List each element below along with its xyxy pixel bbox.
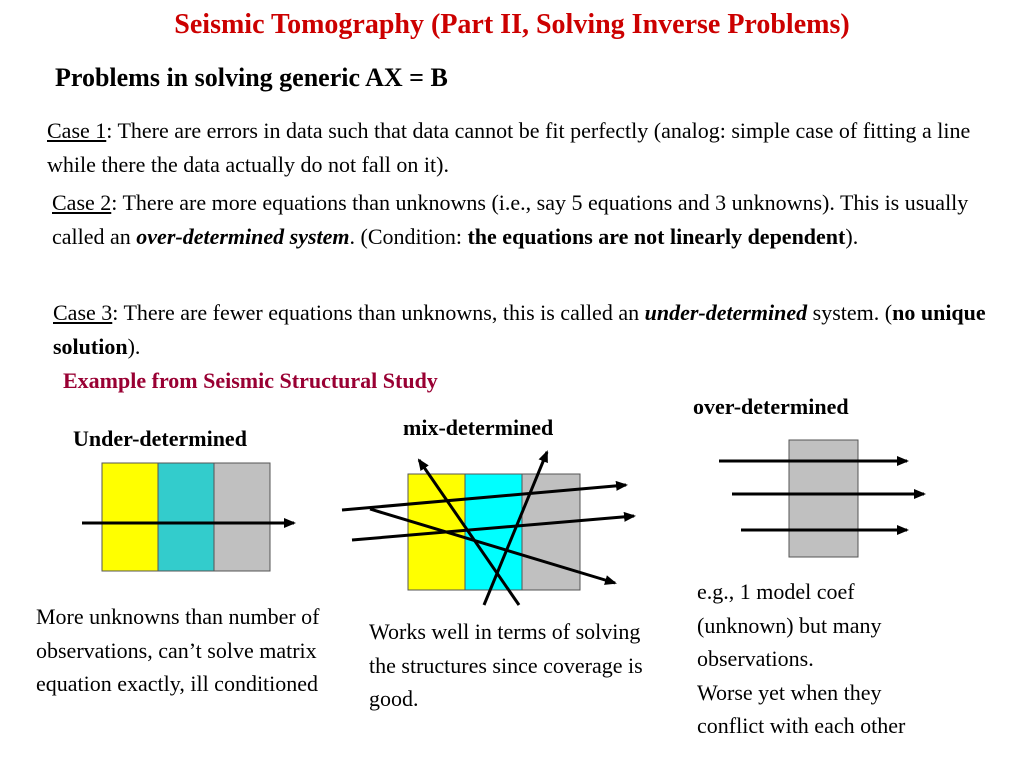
case-3-text-a: : There are fewer equations than unknowns, this is called an	[112, 300, 645, 325]
under-determined-label: Under-determined	[73, 426, 247, 451]
under-block-gray	[214, 463, 270, 571]
case-2-condition: the equations are not linearly dependent	[467, 223, 846, 249]
case-1-label: Case 1	[47, 118, 107, 143]
case-3-label: Case 3	[53, 300, 113, 325]
case-2-emphasis: over-determined system	[136, 223, 350, 249]
over-block-gray	[789, 440, 858, 557]
slide-title: Seismic Tomography (Part II, Solving Inverse Problems)	[174, 9, 850, 40]
case-2-text-b: . (Condition:	[349, 223, 468, 249]
case-2-text-c: ).	[845, 223, 859, 249]
case-3-text-b: system. (	[807, 300, 893, 325]
over-description-line: (unknown) but many	[697, 612, 882, 638]
mix-determined-description: Works well in terms of solving the structures since coverage is good.	[369, 619, 643, 711]
over-description-line: Worse yet when they	[697, 679, 882, 705]
case-3-emphasis: under-determined	[644, 300, 808, 325]
under-block-teal	[158, 463, 214, 571]
under-determined-description: More unknowns than number of observations, can’t solve matrix equation exactly, ill conditioned	[36, 604, 320, 696]
mix-determined-label: mix-determined	[403, 415, 554, 440]
over-determined-diagram	[719, 440, 924, 557]
slide-subtitle: Problems in solving generic AX = B	[55, 63, 448, 92]
over-description-line: observations.	[697, 646, 814, 671]
over-description-line: conflict with each other	[697, 713, 906, 738]
over-description-line: e.g., 1 model coef	[697, 579, 855, 604]
case-1-text: : There are errors in data such that data cannot be fit perfectly (analog: simple case of fitting a line while there the data actually do not fall on it).	[47, 118, 971, 177]
mix-determined-diagram	[342, 452, 634, 605]
case-3-condition: no unique solution	[53, 300, 986, 359]
example-heading: Example from Seismic Structural Study	[63, 368, 438, 393]
over-determined-description	[697, 575, 1017, 743]
case-3-text-c: ).	[127, 333, 141, 359]
over-determined-label: over-determined	[693, 394, 849, 419]
case-2-label: Case 2	[52, 190, 112, 215]
under-determined-diagram	[82, 463, 294, 571]
under-block-yellow	[102, 463, 158, 571]
case-2-text-a: : There are more equations than unknowns (i.e., say 5 equations and 3 unknowns). This is usually called an	[52, 190, 969, 249]
